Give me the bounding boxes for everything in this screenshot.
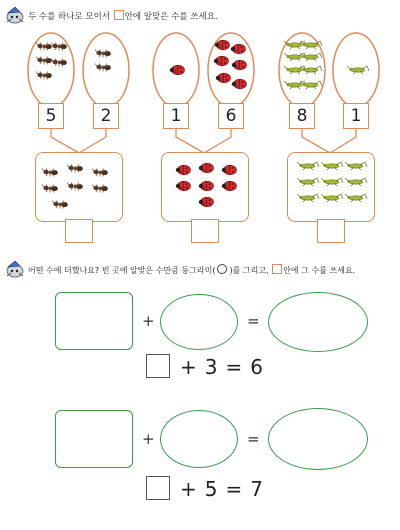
ant-icon [36,72,52,80]
instruction-2-text-c: 안에 그 수를 쓰세요. [283,266,356,275]
circle-icon [217,264,227,274]
plus-sign: + [142,430,155,448]
equation-2 [146,476,267,501]
instruction-2 [28,264,355,277]
grasshopper-icon [300,66,322,74]
equals-sign: = [247,430,260,448]
equation-2-plus: + [180,477,197,501]
ant-icon [51,59,67,67]
ladybug-icon [231,44,246,54]
equation-2-addend: 5 [204,477,218,501]
grasshopper-left-number: 8 [289,103,315,129]
inline-box-icon [272,264,282,274]
grasshopper-icon [297,178,319,186]
ant-icon [42,185,58,193]
ant-right-number: 2 [93,103,119,129]
ant-icon [51,43,67,51]
ant-icon [67,165,83,173]
cracker-addend-ellipse [160,410,238,468]
ant-icon [36,57,52,65]
ladybug-icon [176,181,191,191]
ladybug-icon [170,65,185,75]
ladybug-icon [214,56,229,66]
cracker-sum-ellipse [268,408,368,470]
equation-2-sum: 7 [250,477,263,501]
grasshopper-icon [300,53,322,61]
equals-sign: = [247,312,260,330]
cracker-draw-box[interactable] [55,410,133,468]
grasshopper-icon [345,162,367,170]
ladybug-right-number: 6 [218,103,244,129]
grasshopper-icon [345,178,367,186]
ladybug-icon [222,181,237,191]
candy-draw-box[interactable] [55,292,133,350]
equation-1-plus: + [180,355,197,379]
ant-icon [95,64,111,72]
ladybug-icon [232,60,247,70]
ant-icon [67,183,83,191]
instruction-1-text-b: 안에 알맞은 수를 쓰세요. [124,12,218,22]
ladybug-icon [215,40,230,50]
ladybug-icon [216,73,231,83]
equation-1 [146,354,267,379]
ant-icon [52,201,68,209]
grasshopper-icon [297,162,319,170]
grasshopper-icon [345,194,367,202]
equation-1-answer-box[interactable] [146,354,170,378]
grasshopper-icon [321,162,343,170]
ladybug-icon [176,165,191,175]
ant-left-number: 5 [38,103,64,129]
ladybug-icon [232,79,247,89]
ant-icon [92,169,108,177]
ant-icon [36,43,52,51]
ladybug-icon [199,197,214,207]
ant-icon [92,185,108,193]
ladybug-left-number: 1 [163,103,189,129]
grasshopper-icon [321,194,343,202]
equation-1-sum: 6 [250,355,263,379]
instruction-2-text-a: 어떤 수에 더했나요? 빈 곳에 알맞은 수만큼 동그라미( [28,266,216,275]
candy-addend-ellipse [160,294,238,350]
equation-1-addend: 3 [204,355,218,379]
grasshopper-icon [297,194,319,202]
ant-icon [42,169,58,177]
grasshopper-right-number: 1 [343,103,369,129]
grasshopper-icon [300,81,322,89]
ladybug-icon [222,165,237,175]
grasshopper-icon [300,41,322,49]
grasshopper-icon [321,178,343,186]
ladybug-icon [199,181,214,191]
mascot-icon [4,260,26,278]
candy-sum-ellipse [268,292,368,352]
ant-icon [95,50,111,58]
equation-2-equals: = [225,477,243,501]
equation-1-equals: = [225,355,243,379]
equation-2-answer-box[interactable] [146,476,170,500]
ladybug-icon [199,163,214,173]
grasshopper-icon [347,66,369,74]
plus-sign: + [142,312,155,330]
instruction-2-text-b: )를 그리고, [229,266,272,275]
instruction-1-text-a: 두 수를 하나로 모이서 [28,12,113,22]
